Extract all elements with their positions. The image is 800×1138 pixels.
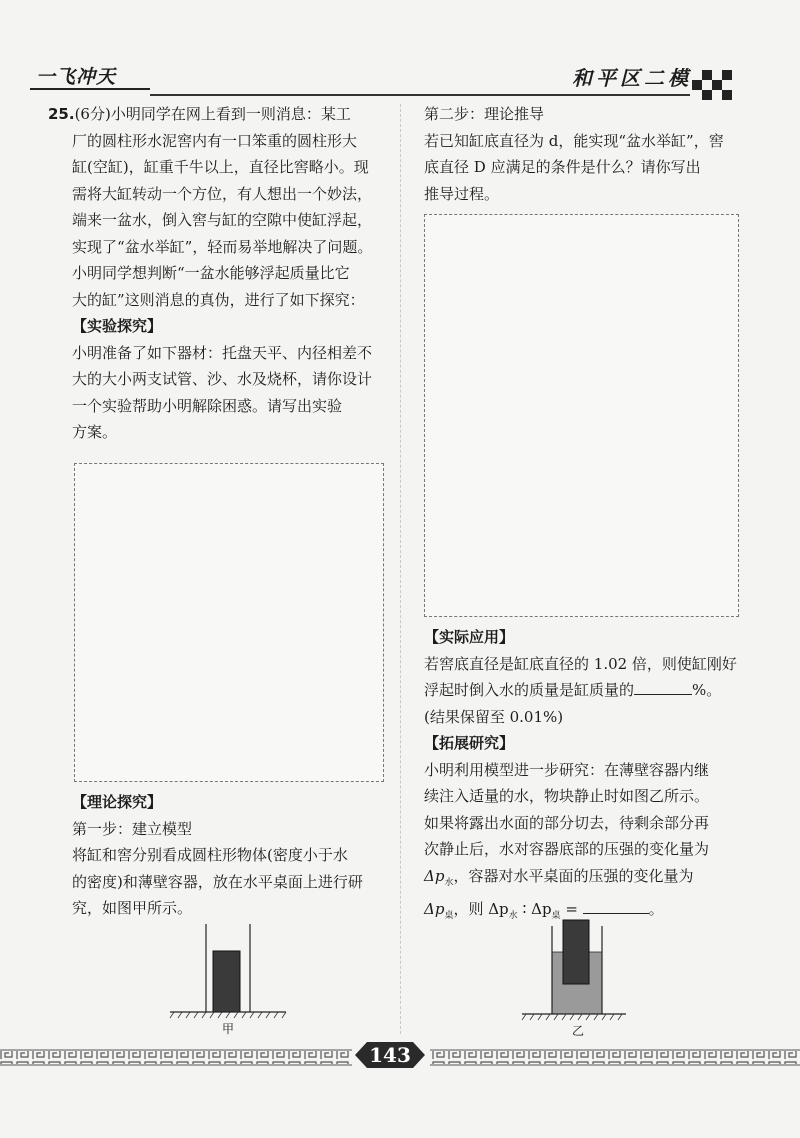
- extension-line: $\Delta p_桌$，则 $\Delta p_水$ ∶ $\Delta p_桌$ = 。: [424, 896, 754, 930]
- page-title: 和平区二模: [572, 66, 692, 90]
- experiment-line: 小明准备了如下器材：托盘天平、内径相差不: [72, 343, 373, 362]
- question-line: 大的缸”这则消息的真伪，进行了如下探究：: [72, 290, 365, 309]
- table-hatching: [170, 1012, 286, 1018]
- question-line: 实现了“盆水举缸”，轻而易举地解决了问题。: [72, 237, 373, 256]
- application-note: (结果保留至 0.01%): [424, 707, 564, 726]
- table-hatching: [522, 1014, 622, 1020]
- experiment-answer-box[interactable]: [74, 463, 384, 782]
- cylinder-block: [213, 951, 240, 1012]
- theory-heading: 【理论探究】: [72, 793, 163, 811]
- step2-line: 若已知缸底直径为 d，能实现“盆水举缸”，窖: [424, 131, 724, 150]
- question-line: 需将大缸转动一个方位，有人想出一个妙法，: [72, 184, 373, 203]
- checker-decoration-icon: [692, 70, 734, 100]
- theory-step1: 第一步：建立模型: [72, 819, 193, 838]
- figure-yi: [518, 918, 628, 1028]
- extension-line: 如果将露出水面的部分切去，待剩余部分再: [424, 813, 710, 832]
- column-divider: [400, 104, 401, 1034]
- percent-answer-blank[interactable]: [634, 678, 692, 695]
- figure-jia-label: 甲: [222, 1022, 235, 1036]
- extension-line: 次静止后，水对容器底部的压强的变化量为: [424, 840, 710, 858]
- theory-section: [72, 789, 392, 922]
- extension-line: 小明利用模型进一步研究：在薄壁容器内继: [424, 760, 710, 779]
- question-line: 缸(空缸)，缸重千牛以上，直径比窖略小。现: [72, 158, 369, 176]
- question-line: 小明同学想判断“一盆水能够浮起质量比它: [72, 264, 350, 282]
- brand-underline: [30, 88, 150, 90]
- extension-heading: 【拓展研究】: [424, 734, 515, 752]
- step2-line: 底直径 D 应满足的条件是什么？请你写出: [424, 158, 701, 176]
- experiment-line: 一个实验帮助小明解除困惑。请写出实验: [72, 396, 343, 415]
- question-line: 厂的圆柱形水泥窖内有一口笨重的圆柱形大: [72, 131, 358, 150]
- theory-line: 究，如图甲所示。: [72, 899, 193, 917]
- question-number: 25.: [48, 105, 75, 123]
- right-column: [424, 101, 744, 207]
- theory-line: 的密度)和薄壁容器，放在水平桌面上进行研: [72, 872, 363, 891]
- application-heading: 【实际应用】: [424, 628, 515, 646]
- figure-jia: [168, 924, 288, 1034]
- figure-yi-label: 乙: [572, 1024, 585, 1038]
- floating-block: [563, 920, 589, 984]
- ratio-answer-blank[interactable]: [583, 897, 649, 914]
- application-section: [424, 624, 754, 930]
- experiment-line: 大的大小两支试管、沙、水及烧杯，请你设计: [72, 370, 373, 388]
- application-line: 浮起时倒入水的质量是缸质量的 %。: [424, 677, 754, 704]
- question-line: 端来一盆水，倒入窖与缸的空隙中使缸浮起，: [72, 211, 373, 229]
- extension-line: $\Delta p_水$，容器对水平桌面的压强的变化量为: [424, 866, 694, 888]
- step2-line: 推导过程。: [424, 184, 500, 203]
- brand-logo: 一飞冲天: [36, 66, 117, 88]
- theory-line: 将缸和窖分别看成圆柱形物体(密度小于水: [72, 846, 348, 864]
- derivation-answer-box[interactable]: [424, 214, 739, 617]
- experiment-line: 方案。: [72, 423, 118, 441]
- step2-heading: 第二步：理论推导: [424, 105, 545, 123]
- question-first-line: 25.(6分)小明同学在网上看到一则消息：某工: [48, 105, 351, 123]
- experiment-heading: 【实验探究】: [72, 317, 163, 335]
- header-rule: [150, 94, 690, 96]
- left-column: [48, 101, 392, 446]
- extension-line: 续注入适量的水，物块静止时如图乙所示。: [424, 787, 710, 805]
- page-number: 143: [369, 1043, 411, 1067]
- application-line: 若窖底直径是缸底直径的 1.02 倍，则使缸刚好: [424, 654, 737, 673]
